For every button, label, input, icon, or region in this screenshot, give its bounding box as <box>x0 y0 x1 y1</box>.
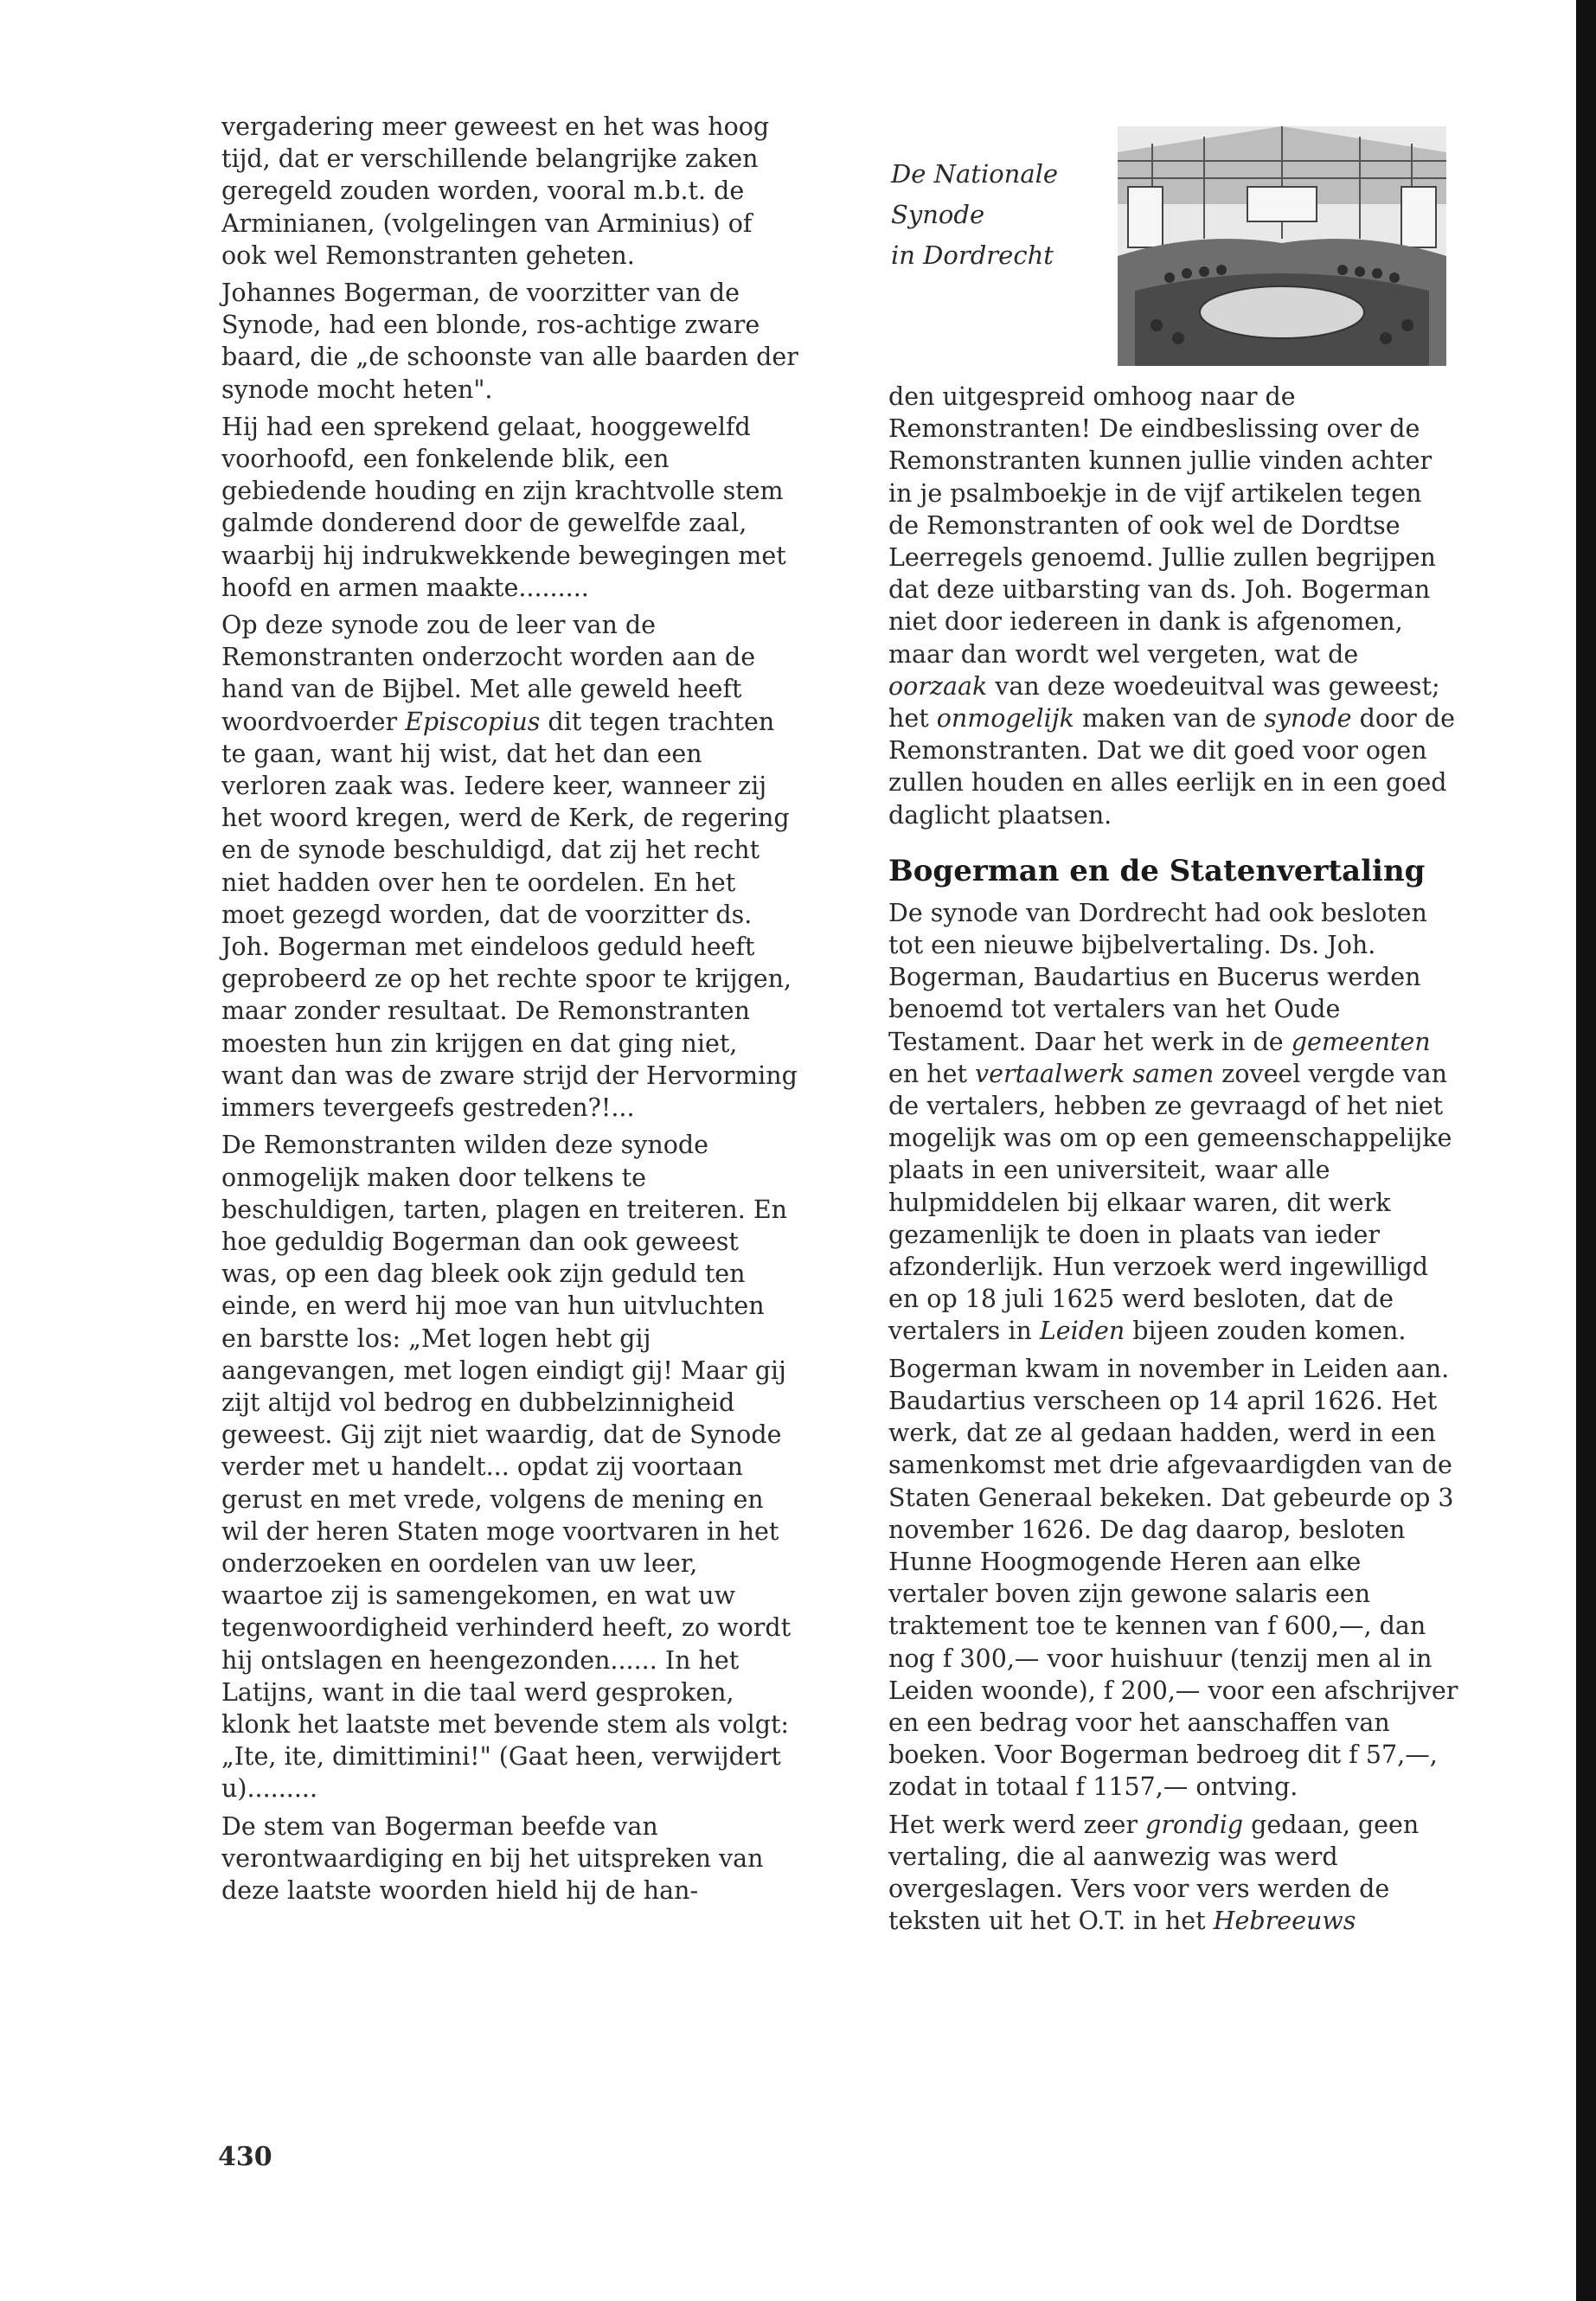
paragraph: De Remonstranten wilden deze synode onmogelijk maken door telkens te beschuldigen, tarten, plagen en treiteren. En hoe geduldig Bogerman dan ook geweest was, op een dag bleek ook zijn geduld ten einde, en werd hij moe van hun uitvluchten en barstte los: „Met logen hebt gij aangevangen, met logen eindigt gij! Maar gij zijt altijd vol bedrog en dubbelzinnigheid geweest. Gij zijt niet waardig, dat de Synode verder met u handelt... opdat zij voortaan gerust en met vrede, volgens de mening en wil der heren Staten moge voortvaren in het onderzoeken en oordelen van uw leer, waartoe zij is samengekomen, en wat uw tegenwoordigheid verhinderd heeft, zo wordt hij ontslagen en heengezonden...... In het Latijns, want in die taal werd gesproken, klonk het laatste met bevende stem als volgt: „Ite, ite, dimittimini!" (Gaat heen, verwijdert u)......... <box>221 1131 792 1804</box>
text-run: en het <box>888 1059 976 1088</box>
text-run: Op deze synode zou de leer van de Remonstranten onderzocht worden aan de hand van de Bijbel. Met alle geweld heeft woordvoerder <box>221 611 756 736</box>
italic-term: Hebreeuws <box>1213 1907 1356 1936</box>
paragraph <box>888 381 1459 831</box>
italic-term: Leiden <box>1039 1317 1125 1346</box>
paragraph <box>221 609 799 1124</box>
paragraph <box>888 1809 1459 1938</box>
italic-term: onmogelijk <box>936 704 1074 734</box>
paragraph: Hij had een sprekend gelaat, hooggewelfd voorhoofd, een fonkelende blik, een gebiedende houding en zijn krachtvolle stem galmde donderend door de gewelfde zaal, waarbij hij indrukwekkende bewegingen met hoofd en armen maakte......... <box>221 412 786 602</box>
left-column <box>221 111 799 1907</box>
text-run: door de Remonstranten. Dat we dit goed voor ogen zullen houden en alles eerlijk en in een goed daglicht plaatsen. <box>888 704 1455 830</box>
text-run: zoveel vergde van de vertalers, hebben ze gevraagd of het niet mogelijk was om op een gemeenschappelijke plaats in een universiteit, waar alle hulpmiddelen bij elkaar waren, dit werk gezamenlijk te doen in plaats van ieder afzonderlijk. Hun verzoek werd ingewilligd en op 18 juli 1625 werd besloten, dat de vertalers in <box>888 1059 1452 1346</box>
paragraph <box>888 897 1459 1348</box>
text-run: Het werk werd zeer <box>888 1810 1146 1839</box>
text-run: maken van de <box>1074 704 1265 734</box>
text-run: bijeen zouden komen. <box>1125 1317 1407 1346</box>
section-heading: Bogerman en de Statenvertaling <box>888 853 1426 888</box>
scan-edge <box>1576 0 1596 2301</box>
italic-term: gemeenten <box>1291 1027 1431 1056</box>
italic-term: oorzaak <box>888 671 988 701</box>
paragraph: vergadering meer geweest en het was hoog tijd, dat er verschillende belangrijke zaken geregeld zouden worden, vooral m.b.t. de Arminianen, (volgelingen van Arminius) of ook wel Remonstranten geheten. <box>221 112 770 270</box>
paragraph: De stem van Bogerman beefde van verontwaardiging en bij het uitspreken van deze laatste woorden hield hij de han- <box>221 1811 764 1905</box>
right-column <box>888 381 1459 1937</box>
text-run: den uitgespreid omhoog naar de Remonstranten! De eindbeslissing over de Remonstranten kunnen jullie vinden achter in je psalmboekje in de vijf artikelen tegen de Remonstranten of ook wel de Dordtse Leerregels genoemd. Jullie zullen begrijpen dat deze uitbarsting van ds. Joh. Bogerman niet door iedereen in dank is afgenomen, maar dan wordt wel vergeten, wat de <box>888 382 1436 669</box>
figure-caption: De Nationale Synode in Dordrecht <box>891 159 1059 270</box>
italic-term: Episcopius <box>405 707 541 736</box>
paragraph: Johannes Bogerman, de voorzitter van de Synode, had een blonde, ros-achtige zware baard, die „de schoonste van alle baarden der synode mocht heten". <box>221 279 798 404</box>
page-number: 430 <box>218 2142 272 2172</box>
italic-term: vertaalwerk samen <box>975 1059 1215 1088</box>
synod-hall-engraving-icon <box>1118 126 1446 366</box>
text-run: van deze woedeuitval was geweest; het <box>888 671 1440 734</box>
text-run: De synode van Dordrecht had ook besloten tot een nieuwe bijbelvertaling. Ds. Joh. Bogerman, Baudartius en Bucerus werden benoemd tot vertalers van het Oude Testament. Daar het werk in de <box>888 898 1427 1056</box>
paragraph: Bogerman kwam in november in Leiden aan. Baudartius verscheen op 14 april 1626. Het werk, dat ze al gedaan hadden, werd in een samenkomst met drie afgevaardigden van de Staten Generaal bekeken. Dat gebeurde op 3 november 1626. De dag daarop, besloten Hunne Hoogmogende Heren aan elke vertaler boven zijn gewone salaris een traktement toe te kennen van f 600,—, dan nog f 300,— voor huishuur (tenzij men al in Leiden woonde), f 200,— voor een afschrijver en een bedrag voor het aanschaffen van boeken. Voor Bogerman bedroeg dit f 57,—, zodat in totaal f 1157,— ontving. <box>888 1354 1458 1802</box>
text-run: dit tegen trachten te gaan, want hij wist, dat het dan een verloren zaak was. Iedere keer, wanneer zij het woord kregen, werd de Kerk, de regering en de synode beschuldigd, dat zij het recht niet hadden over hen te oordelen. En het moet gezegd worden, dat de voorzitter ds. Joh. Bogerman met eindeloos geduld heeft geprobeerd ze op het rechte spoor te krijgen, maar zonder resultaat. De Remonstranten moesten hun zin krijgen en dat ging niet, want dan was de zware strijd der Hervorming immers tevergeefs gestreden?!... <box>221 707 798 1123</box>
italic-term: grondig <box>1145 1810 1244 1839</box>
italic-term: synode <box>1264 704 1352 734</box>
text-run: gedaan, geen vertaling, die al aanwezig was werd overgeslagen. Vers voor vers werden de teksten uit het O.T. in het <box>888 1810 1420 1936</box>
